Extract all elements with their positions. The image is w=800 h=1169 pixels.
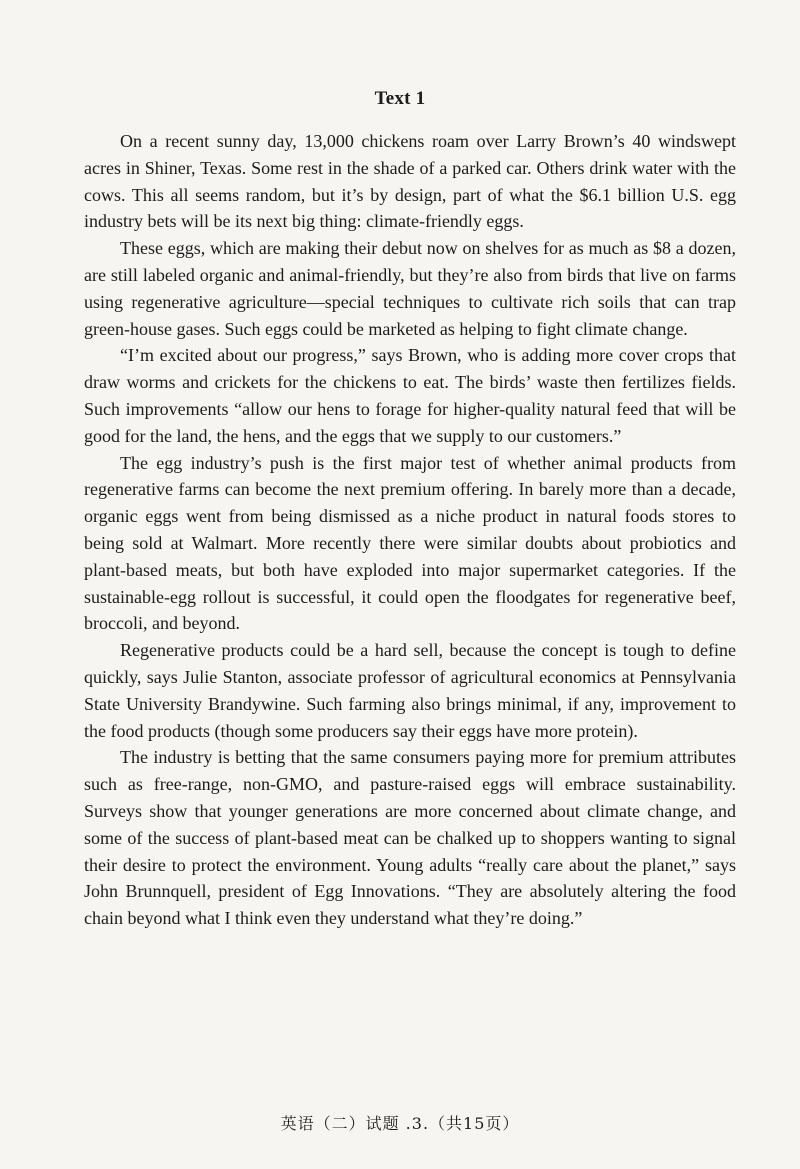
passage-body [84, 128, 736, 932]
paragraph-2: These eggs, which are making their debut now on shelves for as much as $8 a dozen, are still labeled organic and animal-friendly, but they’re also from birds that live on farms using regenerative agriculture—special techniques to cultivate rich soils that can trap green-house gases. Such eggs could be marketed as helping to fight climate change. [84, 238, 736, 339]
paragraph-1: On a recent sunny day, 13,000 chickens roam over Larry Brown’s 40 windswept acres in Shiner, Texas. Some rest in the shade of a parked car. Others drink water with the cows. This all seems random, but it’s by design, part of what the $6.1 billion U.S. egg industry bets will be its next big thing: climate-friendly eggs. [84, 131, 736, 232]
paragraph-5: Regenerative products could be a hard sell, because the concept is tough to define quickly, says Julie Stanton, associate professor of agricultural economics at Pennsylvania State University Brandywine. Such farming also brings minimal, if any, improvement to the food products (though some producers say their eggs have more protein). [84, 640, 736, 741]
passage-title: Text 1 [374, 88, 426, 109]
paragraph-4: The egg industry’s push is the first major test of whether animal products from regenerative farms can become the next premium offering. In barely more than a decade, organic eggs went from being dismissed as a niche product in natural foods stores to being sold at Walmart. More recently there were similar doubts about probiotics and plant-based meats, but both have exploded into major supermarket categories. If the sustainable-egg rollout is successful, it could open the floodgates for regenerative beef, broccoli, and beyond. [84, 452, 736, 634]
paragraph-6: The industry is betting that the same consumers paying more for premium attributes such as free-range, non-GMO, and pasture-raised eggs will embrace sustainability. Surveys show that younger generations are more concerned about climate change, and some of the success of plant-based meat can be chalked up to shoppers wanting to signal their desire to protect the environment. Young adults “really care about the planet,” says John Brunnquell, president of Egg Innovations. “They are absolutely altering the food chain beyond what I think even they understand what they’re doing.” [84, 747, 736, 929]
page-footer: 英语（二）试题 .3.（共15页） [280, 1114, 520, 1133]
paragraph-3: “I’m excited about our progress,” says Brown, who is adding more cover crops that draw worms and crickets for the chickens to eat. The birds’ waste then fertilizes fields. Such improvements “allow our hens to forage for higher-quality natural feed that will be good for the land, the hens, and the eggs that we supply to our customers.” [84, 345, 736, 446]
